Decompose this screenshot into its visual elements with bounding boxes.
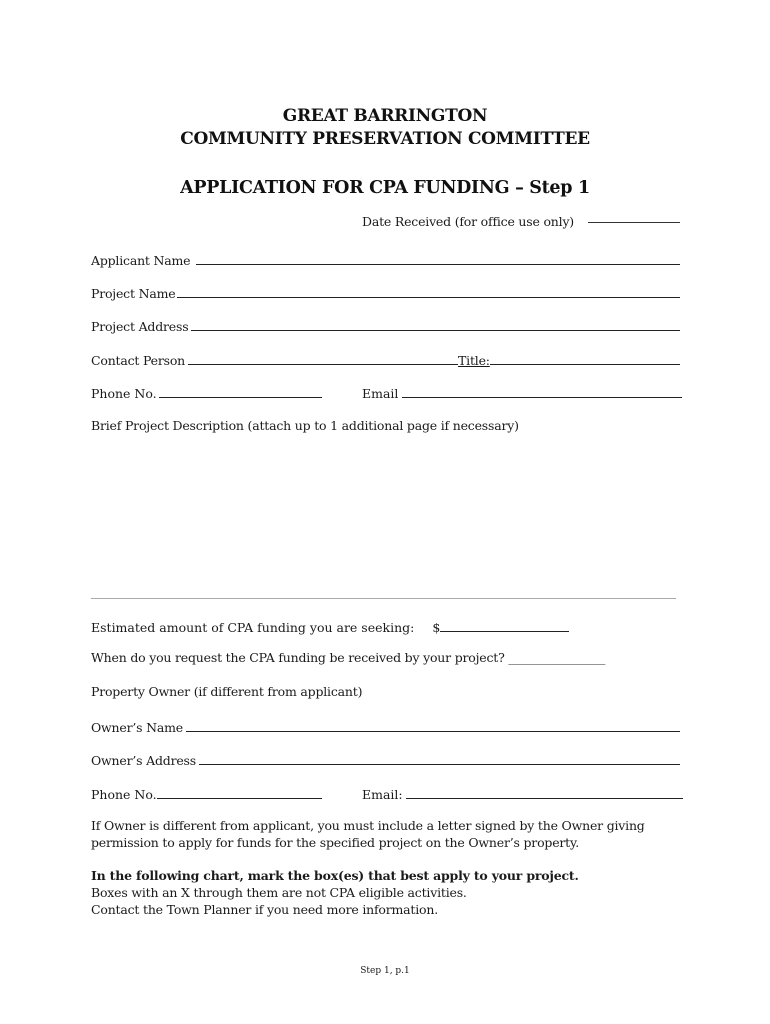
estimated-amount-row [91,615,569,635]
description-label: Brief Project Description (attach up to 1 additional page if necessary) [91,418,519,433]
dollar-sign: $ [432,620,441,635]
applicant-name-field[interactable] [196,264,680,265]
owner-address-row [91,748,680,768]
date-received-field[interactable] [588,222,680,223]
contact-planner-note: Contact the Town Planner if you need more information. [91,902,438,917]
project-name-row [91,281,680,301]
funding-timing-question: When do you request the CPA funding be received by your project? ________________ [91,650,606,665]
owner-email-field[interactable] [406,798,683,799]
applicant-name-label: Applicant Name [91,253,191,268]
project-name-label: Project Name [91,286,176,301]
email-label: Email [362,386,399,401]
owner-name-label: Owner’s Name [91,720,183,735]
title-field[interactable] [490,364,680,365]
application-title: APPLICATION FOR CPA FUNDING – Step 1 [180,178,590,198]
owner-phone-row [91,782,322,802]
owner-phone-field[interactable] [157,798,322,799]
title-label: Title: [458,353,490,368]
date-received-row [362,214,680,229]
owner-phone-label: Phone No. [91,787,157,802]
description-end-line[interactable] [91,598,676,599]
owner-name-field[interactable] [186,731,680,732]
project-address-row [91,314,680,334]
project-address-field[interactable] [191,330,680,331]
date-received-label: Date Received (for office use only) [362,214,574,229]
project-address-label: Project Address [91,319,189,334]
chart-instruction-line: In the following chart, mark the box(es) that best apply to your project. [91,868,579,883]
email-field[interactable] [402,397,682,398]
contact-person-row [91,348,680,368]
committee-heading: COMMUNITY PRESERVATION COMMITTEE [180,129,590,149]
phone-label: Phone No. [91,386,157,401]
property-owner-label: Property Owner (if different from applicant) [91,684,363,699]
x-boxes-note: Boxes with an X through them are not CPA eligible activities. [91,885,467,900]
phone-field[interactable] [159,397,322,398]
page-footer: Step 1, p.1 [360,966,410,976]
phone-row [91,381,322,401]
applicant-name-row [91,248,680,268]
owner-name-row [91,715,680,735]
owner-letter-line-2: permission to apply for funds for the specified project on the Owner’s property. [91,835,579,850]
contact-person-label: Contact Person [91,353,186,368]
chart-instructions [91,867,579,918]
owner-address-label: Owner’s Address [91,753,196,768]
owner-email-row [362,782,683,802]
project-name-field[interactable] [177,297,680,298]
town-heading: GREAT BARRINGTON [282,106,488,126]
owner-email-label: Email: [362,787,403,802]
email-row [362,381,682,401]
owner-letter-note [91,817,645,851]
contact-person-field[interactable] [188,364,458,365]
owner-letter-line-1: If Owner is different from applicant, you must include a letter signed by the Owner giving [91,818,645,833]
owner-address-field[interactable] [199,764,680,765]
estimated-amount-field[interactable] [440,631,569,632]
estimated-amount-label: Estimated amount of CPA funding you are seeking: [91,620,415,635]
